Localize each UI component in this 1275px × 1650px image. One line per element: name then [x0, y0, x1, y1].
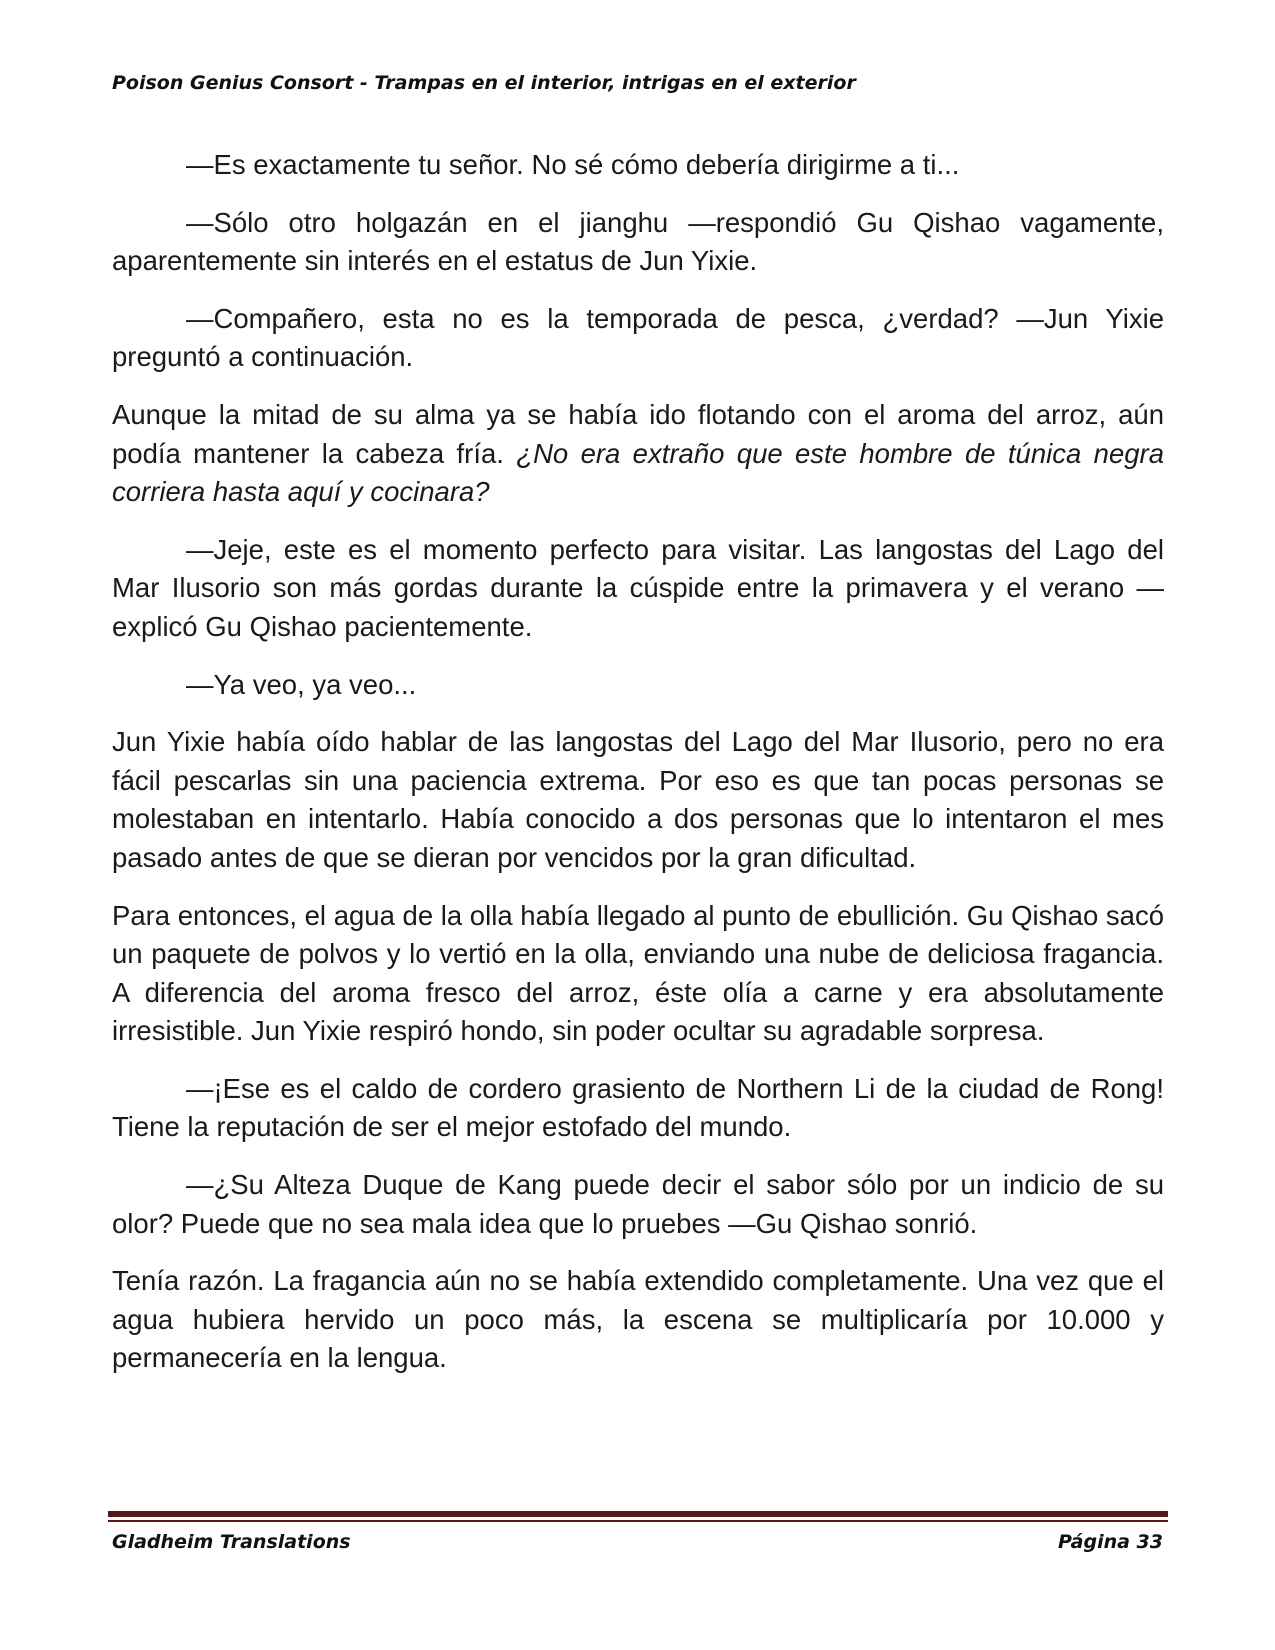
paragraph-11: Tenía razón. La fragancia aún no se había extendido completamente. Una vez que el agua hubiera hervido un poco más, la escena se multiplicaría por 10.000 y permanecería en la lengua. — [112, 1265, 1164, 1374]
paragraph-1: —Es exactamente tu señor. No sé cómo debería dirigirme a ti... — [186, 149, 960, 180]
paragraph-4-plain: Aunque la mitad de su alma ya se había ido flotando con el aroma del arroz, aún podía mantener la cabeza fría. — [112, 398, 1164, 469]
paragraph-4-italic-thought: ¿No era extraño que este hombre de túnica negra corriera hasta aquí y cocinara? — [112, 437, 1164, 508]
running-header: Poison Genius Consort - Trampas en el interior, intrigas en el exterior — [112, 72, 856, 94]
footer-rule-thin — [108, 1520, 1168, 1522]
footer-rule-thick — [108, 1511, 1168, 1517]
paragraph-4 — [112, 396, 1164, 512]
paragraph-7: Jun Yixie había oído hablar de las langostas del Lago del Mar Ilusorio, pero no era fácil pescarlas sin una paciencia extrema. Por eso es que tan pocas personas se molestaban en intentarlo. Había conocido a dos personas que lo intentaron el mes pasado antes de que se dieran por vencidos por la gran dificultad. — [112, 726, 1164, 873]
paragraph-2: —Sólo otro holgazán en el jianghu —respondió Gu Qishao vagamente, aparentemente sin interés en el estatus de Jun Yixie. — [112, 206, 1164, 277]
paragraph-10: —¿Su Alteza Duque de Kang puede decir el sabor sólo por un indicio de su olor? Puede que no sea mala idea que lo pruebes —Gu Qishao sonrió. — [112, 1169, 1164, 1239]
paragraph-8: Para entonces, el agua de la olla había llegado al punto de ebullición. Gu Qishao sacó un paquete de polvos y lo vertió en la olla, enviando una nube de deliciosa fragancia. A diferencia del aroma fresco del arroz, éste olía a carne y era absolutamente irresistible. Jun Yixie respiró hondo, sin poder ocultar su agradable sorpresa. — [112, 899, 1164, 1047]
chapter-text — [112, 146, 1164, 1397]
footer-publisher: Gladheim Translations — [112, 1531, 351, 1553]
footer-page-number: Página 33 — [1057, 1531, 1163, 1553]
paragraph-3: —Compañero, esta no es la temporada de pesca, ¿verdad? —Jun Yixie preguntó a continuación. — [112, 302, 1164, 373]
paragraph-9: —¡Ese es el caldo de cordero grasiento de Northern Li de la ciudad de Rong! Tiene la reputación de ser el mejor estofado del mundo. — [112, 1072, 1164, 1143]
paragraph-5: —Jeje, este es el momento perfecto para visitar. Las langostas del Lago del Mar Ilusorio son más gordas durante la cúspide entre la primavera y el verano —explicó Gu Qishao pacientemente. — [112, 533, 1164, 642]
paragraph-6: —Ya veo, ya veo... — [186, 668, 417, 700]
